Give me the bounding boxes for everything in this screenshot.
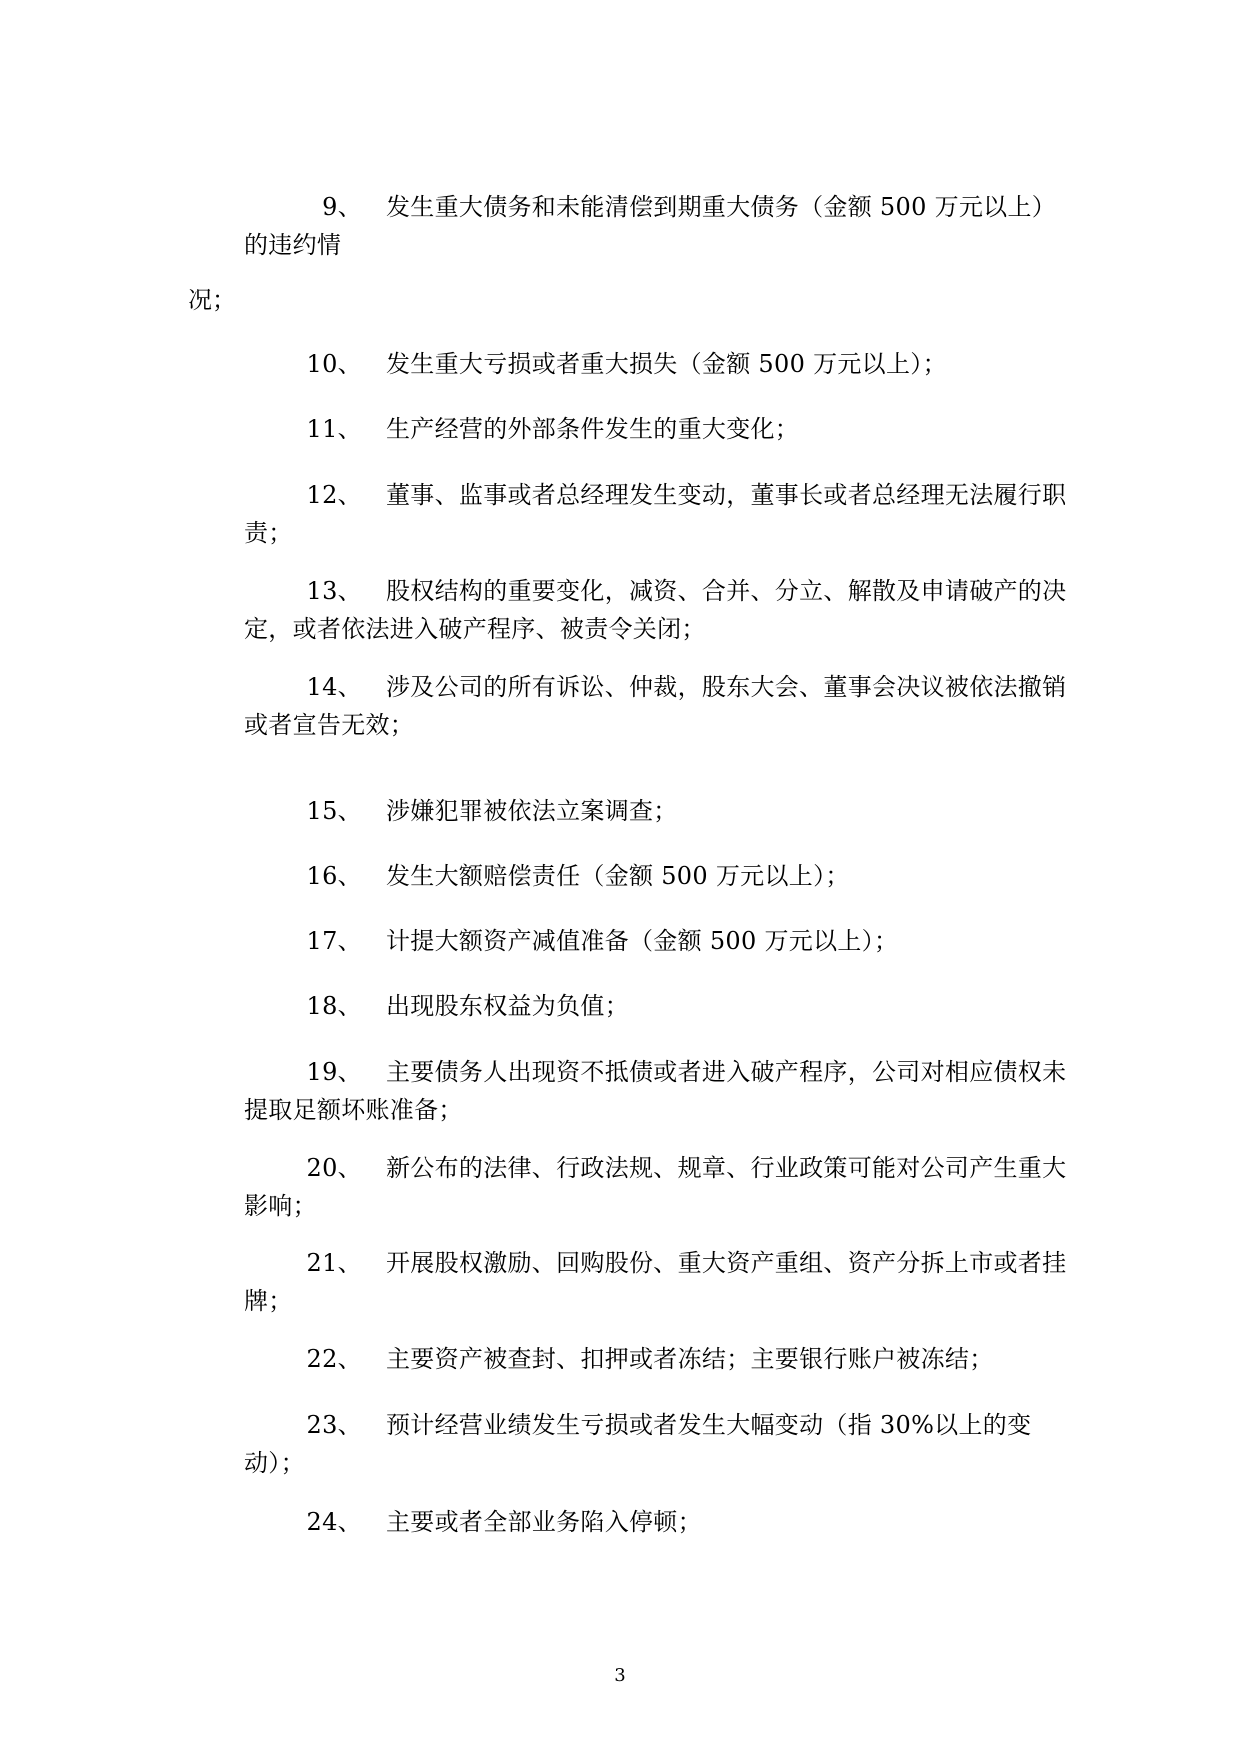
list-item-text: 涉嫌犯罪被依法立案调查； xyxy=(386,797,678,825)
list-item-text: 股权结构的重要变化，减资、合并、分立、解散及申请破产的决 xyxy=(386,577,1067,605)
list-item xyxy=(244,476,1067,552)
list-item-number: 18、 xyxy=(306,992,362,1020)
list-item xyxy=(244,1149,1067,1225)
list-item-number: 23、 xyxy=(306,1411,362,1439)
list-item-continuation: 提取足额坏账准备； xyxy=(244,1096,463,1124)
list-item-number: 9、 xyxy=(322,193,362,221)
list-item-number: 11、 xyxy=(306,415,362,443)
list-item xyxy=(244,1503,1064,1541)
list-item-continuation: 或者宣告无效； xyxy=(244,711,415,739)
list-item xyxy=(244,1406,1064,1482)
list-item-number: 22、 xyxy=(306,1345,362,1373)
list-item-number: 16、 xyxy=(306,862,362,890)
list-item-continuation: 责； xyxy=(244,519,293,547)
list-item-number: 21、 xyxy=(306,1249,362,1277)
list-item-first-line xyxy=(244,188,1064,226)
list-item-number: 19、 xyxy=(306,1058,362,1086)
list-item xyxy=(244,987,1064,1025)
list-item-number: 10、 xyxy=(306,350,362,378)
list-item xyxy=(244,792,1064,830)
list-item-text: 开展股权激励、回购股份、重大资产重组、资产分拆上市或者挂 xyxy=(386,1249,1067,1277)
list-item-text: 发生重大亏损或者重大损失（金额 500 万元以上）； xyxy=(386,350,947,378)
list-item-text: 新公布的法律、行政法规、规章、行业政策可能对公司产生重大 xyxy=(386,1154,1067,1182)
list-item-number: 20、 xyxy=(306,1154,362,1182)
list-item-continuation: 动）； xyxy=(244,1449,305,1477)
list-item xyxy=(244,345,1064,383)
list-item-number: 15、 xyxy=(306,797,362,825)
list-item-continuation: 牌； xyxy=(244,1287,293,1315)
list-item-number: 17、 xyxy=(306,927,362,955)
list-item xyxy=(244,857,1064,895)
list-item-text: 主要资产被查封、扣押或者冻结；主要银行账户被冻结； xyxy=(386,1345,994,1373)
list-item-text: 计提大额资产减值准备（金额 500 万元以上）； xyxy=(386,927,899,955)
list-item-text: 董事、监事或者总经理发生变动，董事长或者总经理无法履行职 xyxy=(386,481,1067,509)
list-item-number: 13、 xyxy=(306,577,362,605)
list-item xyxy=(244,922,1064,960)
list-item xyxy=(244,1244,1067,1320)
list-item-text: 预计经营业绩发生亏损或者发生大幅变动（指 30%以上的变 xyxy=(386,1411,1032,1439)
page-number: 3 xyxy=(614,1665,626,1686)
list-item xyxy=(244,1053,1067,1129)
list-item-text: 发生重大债务和未能清偿到期重大债务（金额 500 万元以上） xyxy=(386,193,1057,221)
list-item-number: 24、 xyxy=(306,1508,362,1536)
list-item-continuation: 影响； xyxy=(244,1192,317,1220)
list-item-text: 出现股东权益为负值； xyxy=(386,992,629,1020)
list-item-text: 涉及公司的所有诉讼、仲裁，股东大会、董事会决议被依法撤销 xyxy=(386,673,1067,701)
list-item-continuation: 定，或者依法进入破产程序、被责令关闭； xyxy=(244,615,706,643)
list-item xyxy=(244,1340,1064,1378)
list-item-text: 主要或者全部业务陷入停顿； xyxy=(386,1508,702,1536)
list-item-spill-text: 况； xyxy=(188,286,236,314)
list-item xyxy=(244,410,1064,448)
list-item-number: 14、 xyxy=(306,673,362,701)
list-item-text: 发生大额赔偿责任（金额 500 万元以上）； xyxy=(386,862,850,890)
list-item-continuation: 的违约情 xyxy=(244,231,342,259)
list-item xyxy=(244,572,1067,648)
list-item xyxy=(244,668,1067,744)
list-item-text: 主要债务人出现资不抵债或者进入破产程序，公司对相应债权未 xyxy=(386,1058,1067,1086)
list-item xyxy=(244,188,1064,264)
list-item-number: 12、 xyxy=(306,481,362,509)
list-item-text: 生产经营的外部条件发生的重大变化； xyxy=(386,415,800,443)
